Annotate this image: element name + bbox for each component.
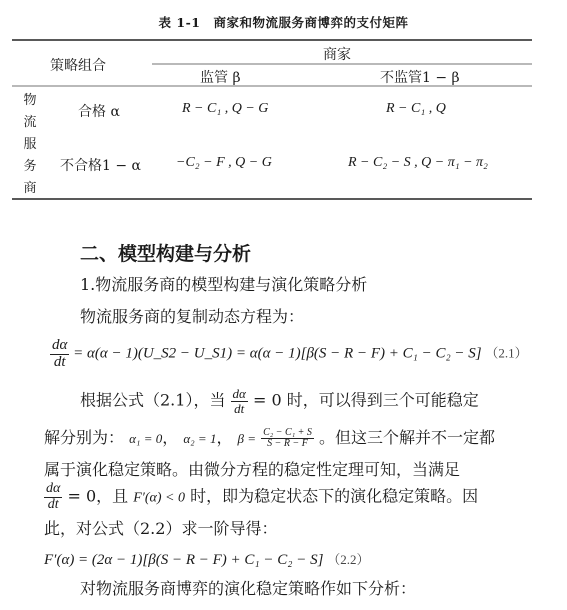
p2-sol1: α₁ = 0 — [129, 431, 163, 446]
eq1-number: （2.1） — [485, 345, 528, 361]
cell-unqualified-regulate: −C₂ − F , Q − G — [176, 155, 272, 170]
paragraph-line-2: 解分别为： α₁ = 0， α₂ = 1， β = $\frac{\text{C₂ − C₁ + S}}{S - R - F}$ 。但这三个解并不一定都 — [44, 426, 496, 449]
paragraph-line-5: 此，对公式（2.2）求一阶导得： — [44, 519, 278, 538]
p2-text-b: 。但这三个解并不一定都 — [319, 428, 496, 447]
col-not-regulate: 不监管1 − β — [380, 70, 460, 86]
equation-2-2 — [44, 549, 369, 569]
row-qualified: 合格 α — [78, 104, 120, 120]
p4-frac-den: dt — [47, 496, 59, 512]
row-group-char: 务 — [23, 159, 37, 174]
p2-sol3-den: S − R − F — [267, 438, 308, 449]
p4-text-b: 时，即为稳定状态下的演化稳定策略。因 — [190, 486, 479, 506]
p1-frac-den: dt — [234, 400, 245, 416]
eq1-numerator: dα — [52, 337, 68, 353]
cell-qualified-regulate: R − C₁ , Q − G — [182, 101, 269, 116]
section-heading: 二、模型构建与分析 — [80, 243, 252, 265]
p2-sol3-lhs: β = — [237, 431, 257, 446]
paragraph-line-4 — [44, 482, 478, 512]
paragraph-line-3: 属于演化稳定策略。由微分方程的稳定性定理可知，当满足 — [44, 460, 461, 479]
eq1-denominator: dt — [53, 353, 66, 370]
row-group-label — [20, 90, 40, 200]
row-group-char: 物 — [23, 93, 37, 108]
p2-sol2: α₂ = 1 — [183, 431, 217, 446]
paragraph-line-1 — [80, 387, 479, 415]
merchant-header: 商家 — [323, 47, 351, 63]
cell-qualified-not-regulate: R − C₁ , Q — [386, 101, 446, 116]
col-regulate: 监管 β — [200, 70, 241, 86]
p2-sol3-num: C₂ − C₁ + S — [263, 426, 312, 438]
p1-frac-num: dα — [232, 386, 246, 401]
subheading: 1.物流服务商的模型构建与演化策略分析 — [80, 275, 368, 294]
p1-text-a: 根据公式（2.1），当 — [80, 390, 226, 410]
eq1-rhs: = α(α − 1)(U_S2 − U_S1) = α(α − 1)[β(S − R − F) + C₁ − C₂ − S] — [73, 345, 482, 362]
table-caption: 表 1-1 商家和物流服务商博弈的支付矩阵 — [158, 15, 409, 30]
p1-text-b: = 0 时，可以得到三个可能稳定 — [252, 390, 479, 410]
p2-text-a: 解分别为： — [44, 428, 125, 447]
p4-frac-num: dα — [46, 481, 61, 496]
eq2-body: F′(α) = (2α − 1)[β(S − R − F) + C₁ − C₂ − S] — [44, 552, 324, 568]
p4-condition: F′(α) < 0 — [133, 490, 185, 506]
row-group-char: 流 — [23, 115, 37, 130]
equation-2-1 — [50, 338, 528, 371]
row-group-char: 商 — [23, 181, 37, 196]
strategy-header: 策略组合 — [50, 58, 106, 74]
paragraph-line-6: 对物流服务商博弈的演化稳定策略作如下分析： — [80, 579, 417, 598]
row-group-char: 服 — [23, 137, 37, 152]
cell-unqualified-not-regulate: R − C₂ − S , Q − π₁ − π₂ — [348, 155, 488, 170]
row-unqualified: 不合格1 − α — [60, 158, 141, 174]
eq2-number: （2.2） — [327, 552, 370, 567]
p4-text-a: = 0，且 — [67, 486, 129, 506]
intro-text: 物流服务商的复制动态方程为： — [80, 307, 305, 326]
